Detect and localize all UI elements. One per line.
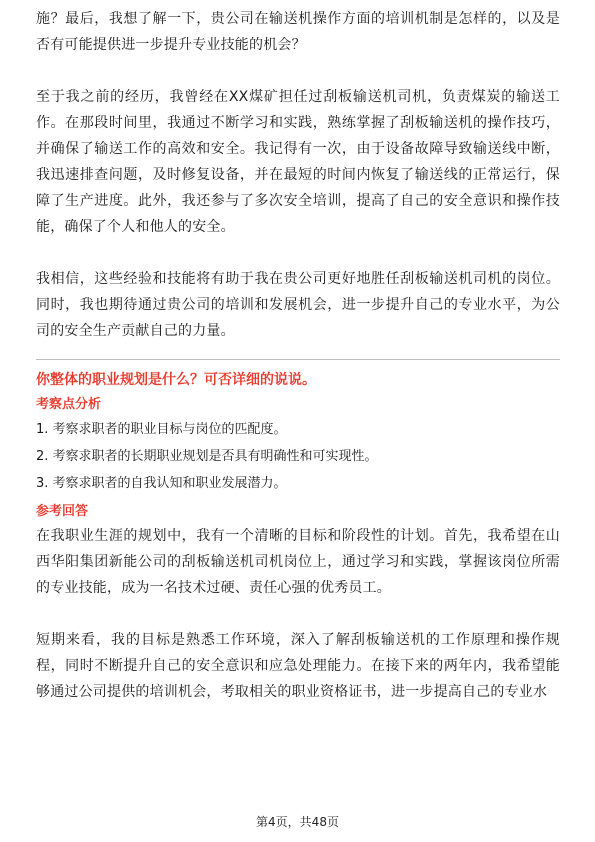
intro-paragraph: 施？最后，我想了解一下，贵公司在输送机操作方面的培训机制是怎样的，以及是否有可能提供进一步提升专业技能的机会？ [36,11,560,53]
list-item: 2. 考察求职者的长期职业规划是否具有明确性和可实现性。 [36,449,378,464]
section-divider [36,359,560,360]
list-item: 3. 考察求职者的自我认知和职业发展潜力。 [36,476,287,491]
reference-paragraph-2: 短期来看，我的目标是熟悉工作环境，深入了解刮板输送机的工作原理和操作规程，同时不断提升自己的安全意识和应急处理能力。在接下来的两年内，我希望能够通过公司提供的培训机会，考取相关的职业资格证书，进一步提高自己的专业水 [36,632,560,700]
experience-paragraph: 至于我之前的经历，我曾经在XX煤矿担任过刮板输送机司机，负责煤炭的输送工作。在那段时间里，我通过不断学习和实践，熟练掌握了刮板输送机的操作技巧，并确保了输送工作的高效和安全。我记得有一次，由于设备故障导致输送线中断，我迅速排查问题，及时修复设备，并在最短的时间内恢复了输送线的正常运行，保障了生产进度。此外，我还参与了多次安全培训，提高了自己的安全意识和操作技能，确保了个人和他人的安全。 [36,89,560,235]
page-number: 第4页，共48页 [256,815,339,829]
interview-question: 你整体的职业规划是什么？可否详细的说说。 [36,372,316,388]
list-item: 1. 考察求职者的职业目标与岗位的匹配度。 [36,422,287,437]
analysis-title: 考察点分析 [36,397,102,412]
document-page [36,0,560,705]
analysis-list [36,416,560,497]
reference-title: 参考回答 [36,504,89,519]
belief-paragraph: 我相信，这些经验和技能将有助于我在贵公司更好地胜任刮板输送机司机的岗位。同时，我也期待通过贵公司的培训和发展机会，进一步提升自己的专业水平，为公司的安全生产贡献自己的力量。 [36,271,560,339]
reference-paragraph-1: 在我职业生涯的规划中，我有一个清晰的目标和阶段性的计划。首先，我希望在山西华阳集团新能公司的刮板输送机司机岗位上，通过学习和实践，掌握该岗位所需的专业技能，成为一名技术过硬、责任心强的优秀员工。 [36,528,560,596]
